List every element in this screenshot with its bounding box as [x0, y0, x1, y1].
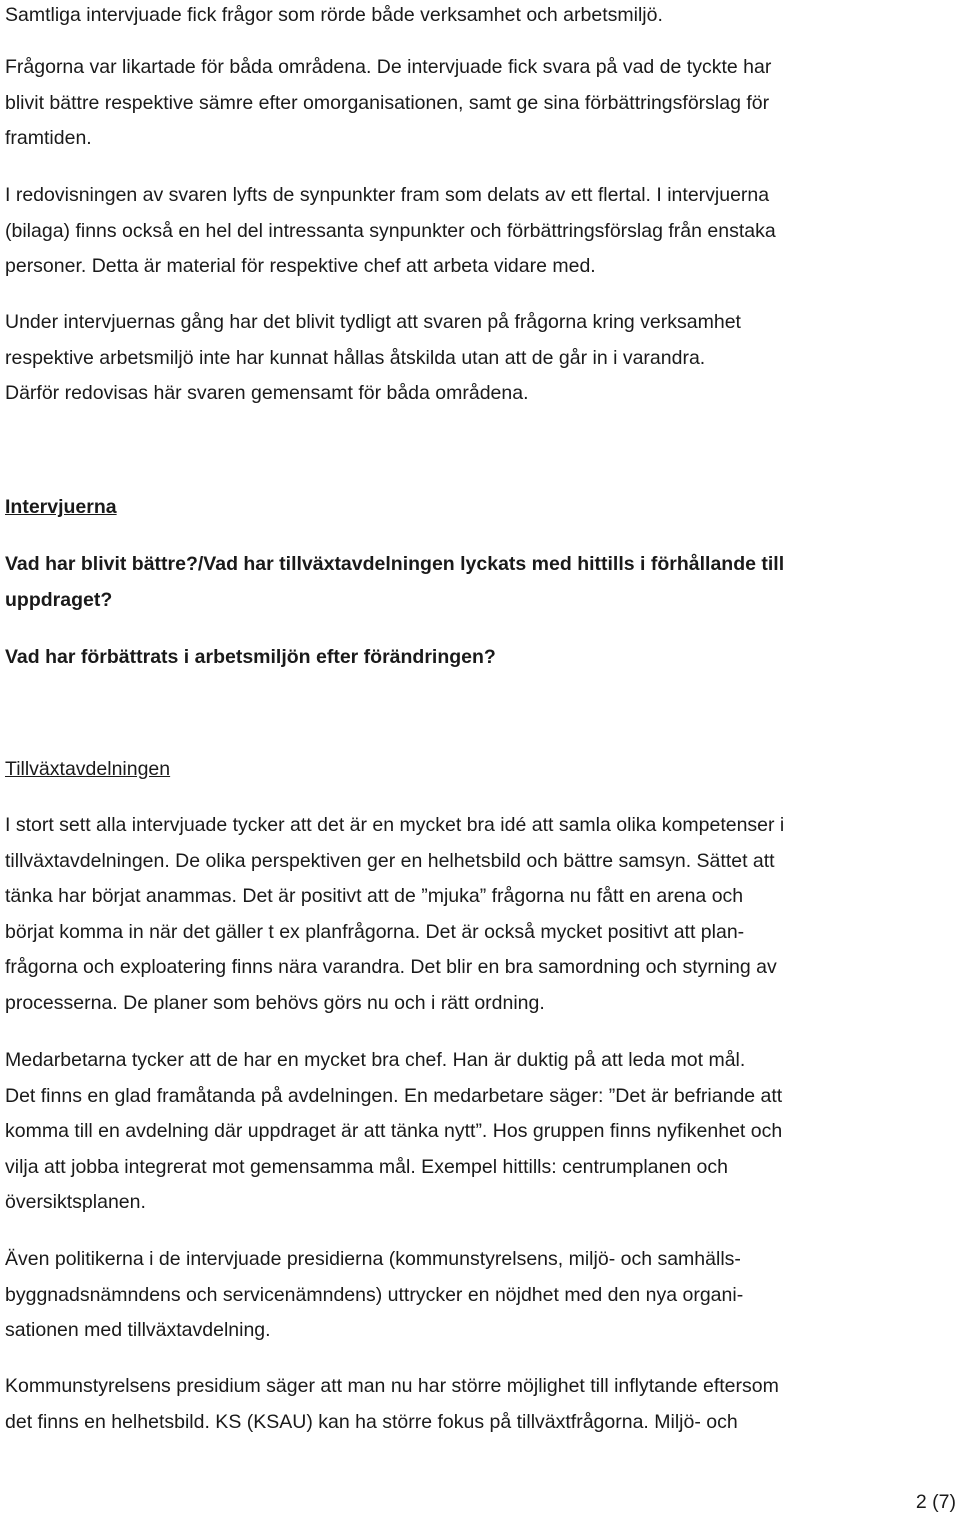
department-paragraph-2 — [5, 1043, 953, 1221]
text-line: Kommunstyrelsens presidium säger att man nu har större möjlighet till inflytande eftersom — [5, 1375, 779, 1397]
intro-paragraph-1 — [5, 0, 953, 34]
section-heading-interviews: Intervjuerna — [5, 496, 117, 518]
text-line: Vad har blivit bättre?/Vad har tillväxtavdelningen lyckats med hittills i förhållande till — [5, 553, 785, 575]
text-line: I redovisningen av svaren lyfts de synpunkter fram som delats av ett flertal. I intervjuerna — [5, 184, 770, 206]
question-2: Vad har förbättrats i arbetsmiljön efter förändringen? — [5, 646, 496, 668]
text-line: processerna. De planer som behövs görs nu och i rätt ordning. — [5, 991, 545, 1014]
intro-paragraph-2 — [5, 50, 953, 157]
department-paragraph-1 — [5, 808, 953, 1021]
text-line: börjat komma in när det gäller t ex planfrågorna. Det är också mycket positivt att plan- — [5, 920, 745, 943]
section-heading-department: Tillväxtavdelningen — [5, 758, 171, 780]
text-line: Även politikerna i de intervjuade presidierna (kommunstyrelsens, miljö- och samhälls- — [5, 1248, 741, 1270]
text-line: Samtliga intervjuade fick frågor som rörde både verksamhet och arbetsmiljö. — [5, 4, 663, 26]
text-line: tänka har börjat anammas. Det är positivt att de ”mjuka” frågorna nu fått en arena och — [5, 885, 744, 907]
department-paragraph-4 — [5, 1369, 953, 1440]
text-line: Frågorna var likartade för båda områdena. De intervjuade fick svara på vad de tyckte har — [5, 56, 772, 78]
text-line: respektive arbetsmiljö inte har kunnat hållas åtskilda utan att de går in i varandra. — [5, 346, 706, 369]
text-line: personer. Detta är material för respektive chef att arbeta vidare med. — [5, 255, 596, 277]
text-line: framtiden. — [5, 127, 92, 149]
text-line: byggnadsnämndens och servicenämndens) uttrycker en nöjdhet med den nya organi- — [5, 1283, 744, 1306]
text-line: översiktsplanen. — [5, 1191, 146, 1213]
text-line: Under intervjuernas gång har det blivit tydligt att svaren på frågorna kring verksamhet — [5, 311, 741, 333]
text-line: blivit bättre respektive sämre efter omorganisationen, samt ge sina förbättringsförslag för — [5, 91, 770, 114]
question-1 — [5, 547, 953, 618]
text-line: tillväxtavdelningen. De olika perspektiven ger en helhetsbild och bättre samsyn. Sättet att — [5, 849, 775, 872]
text-line: Det finns en glad framåtanda på avdelningen. En medarbetare säger: ”Det är befriande att — [5, 1084, 783, 1107]
text-line: Medarbetarna tycker att de har en mycket bra chef. Han är duktig på att leda mot mål. — [5, 1049, 746, 1071]
text-line: Därför redovisas här svaren gemensamt för båda områdena. — [5, 382, 529, 404]
text-line: vilja att jobba integrerat mot gemensamma mål. Exempel hittills: centrumplanen och — [5, 1155, 728, 1178]
page-number: 2 (7) — [915, 1491, 956, 1513]
department-paragraph-3 — [5, 1242, 953, 1349]
text-line: I stort sett alla intervjuade tycker att det är en mycket bra idé att samla olika kompetenser i — [5, 814, 785, 836]
text-line: uppdraget? — [5, 588, 113, 611]
text-line: frågorna och exploatering finns nära varandra. Det blir en bra samordning och styrning av — [5, 956, 777, 978]
intro-paragraph-3 — [5, 178, 953, 285]
text-line: sationen med tillväxtavdelning. — [5, 1319, 271, 1341]
intro-paragraph-4 — [5, 305, 953, 412]
text-line: komma till en avdelning där uppdraget är att tänka nytt”. Hos gruppen finns nyfikenhet och — [5, 1120, 783, 1142]
text-line: (bilaga) finns också en hel del intressanta synpunkter och förbättringsförslag från enstaka — [5, 219, 776, 242]
text-line: det finns en helhetsbild. KS (KSAU) kan ha större fokus på tillväxtfrågorna. Miljö- och — [5, 1410, 738, 1433]
